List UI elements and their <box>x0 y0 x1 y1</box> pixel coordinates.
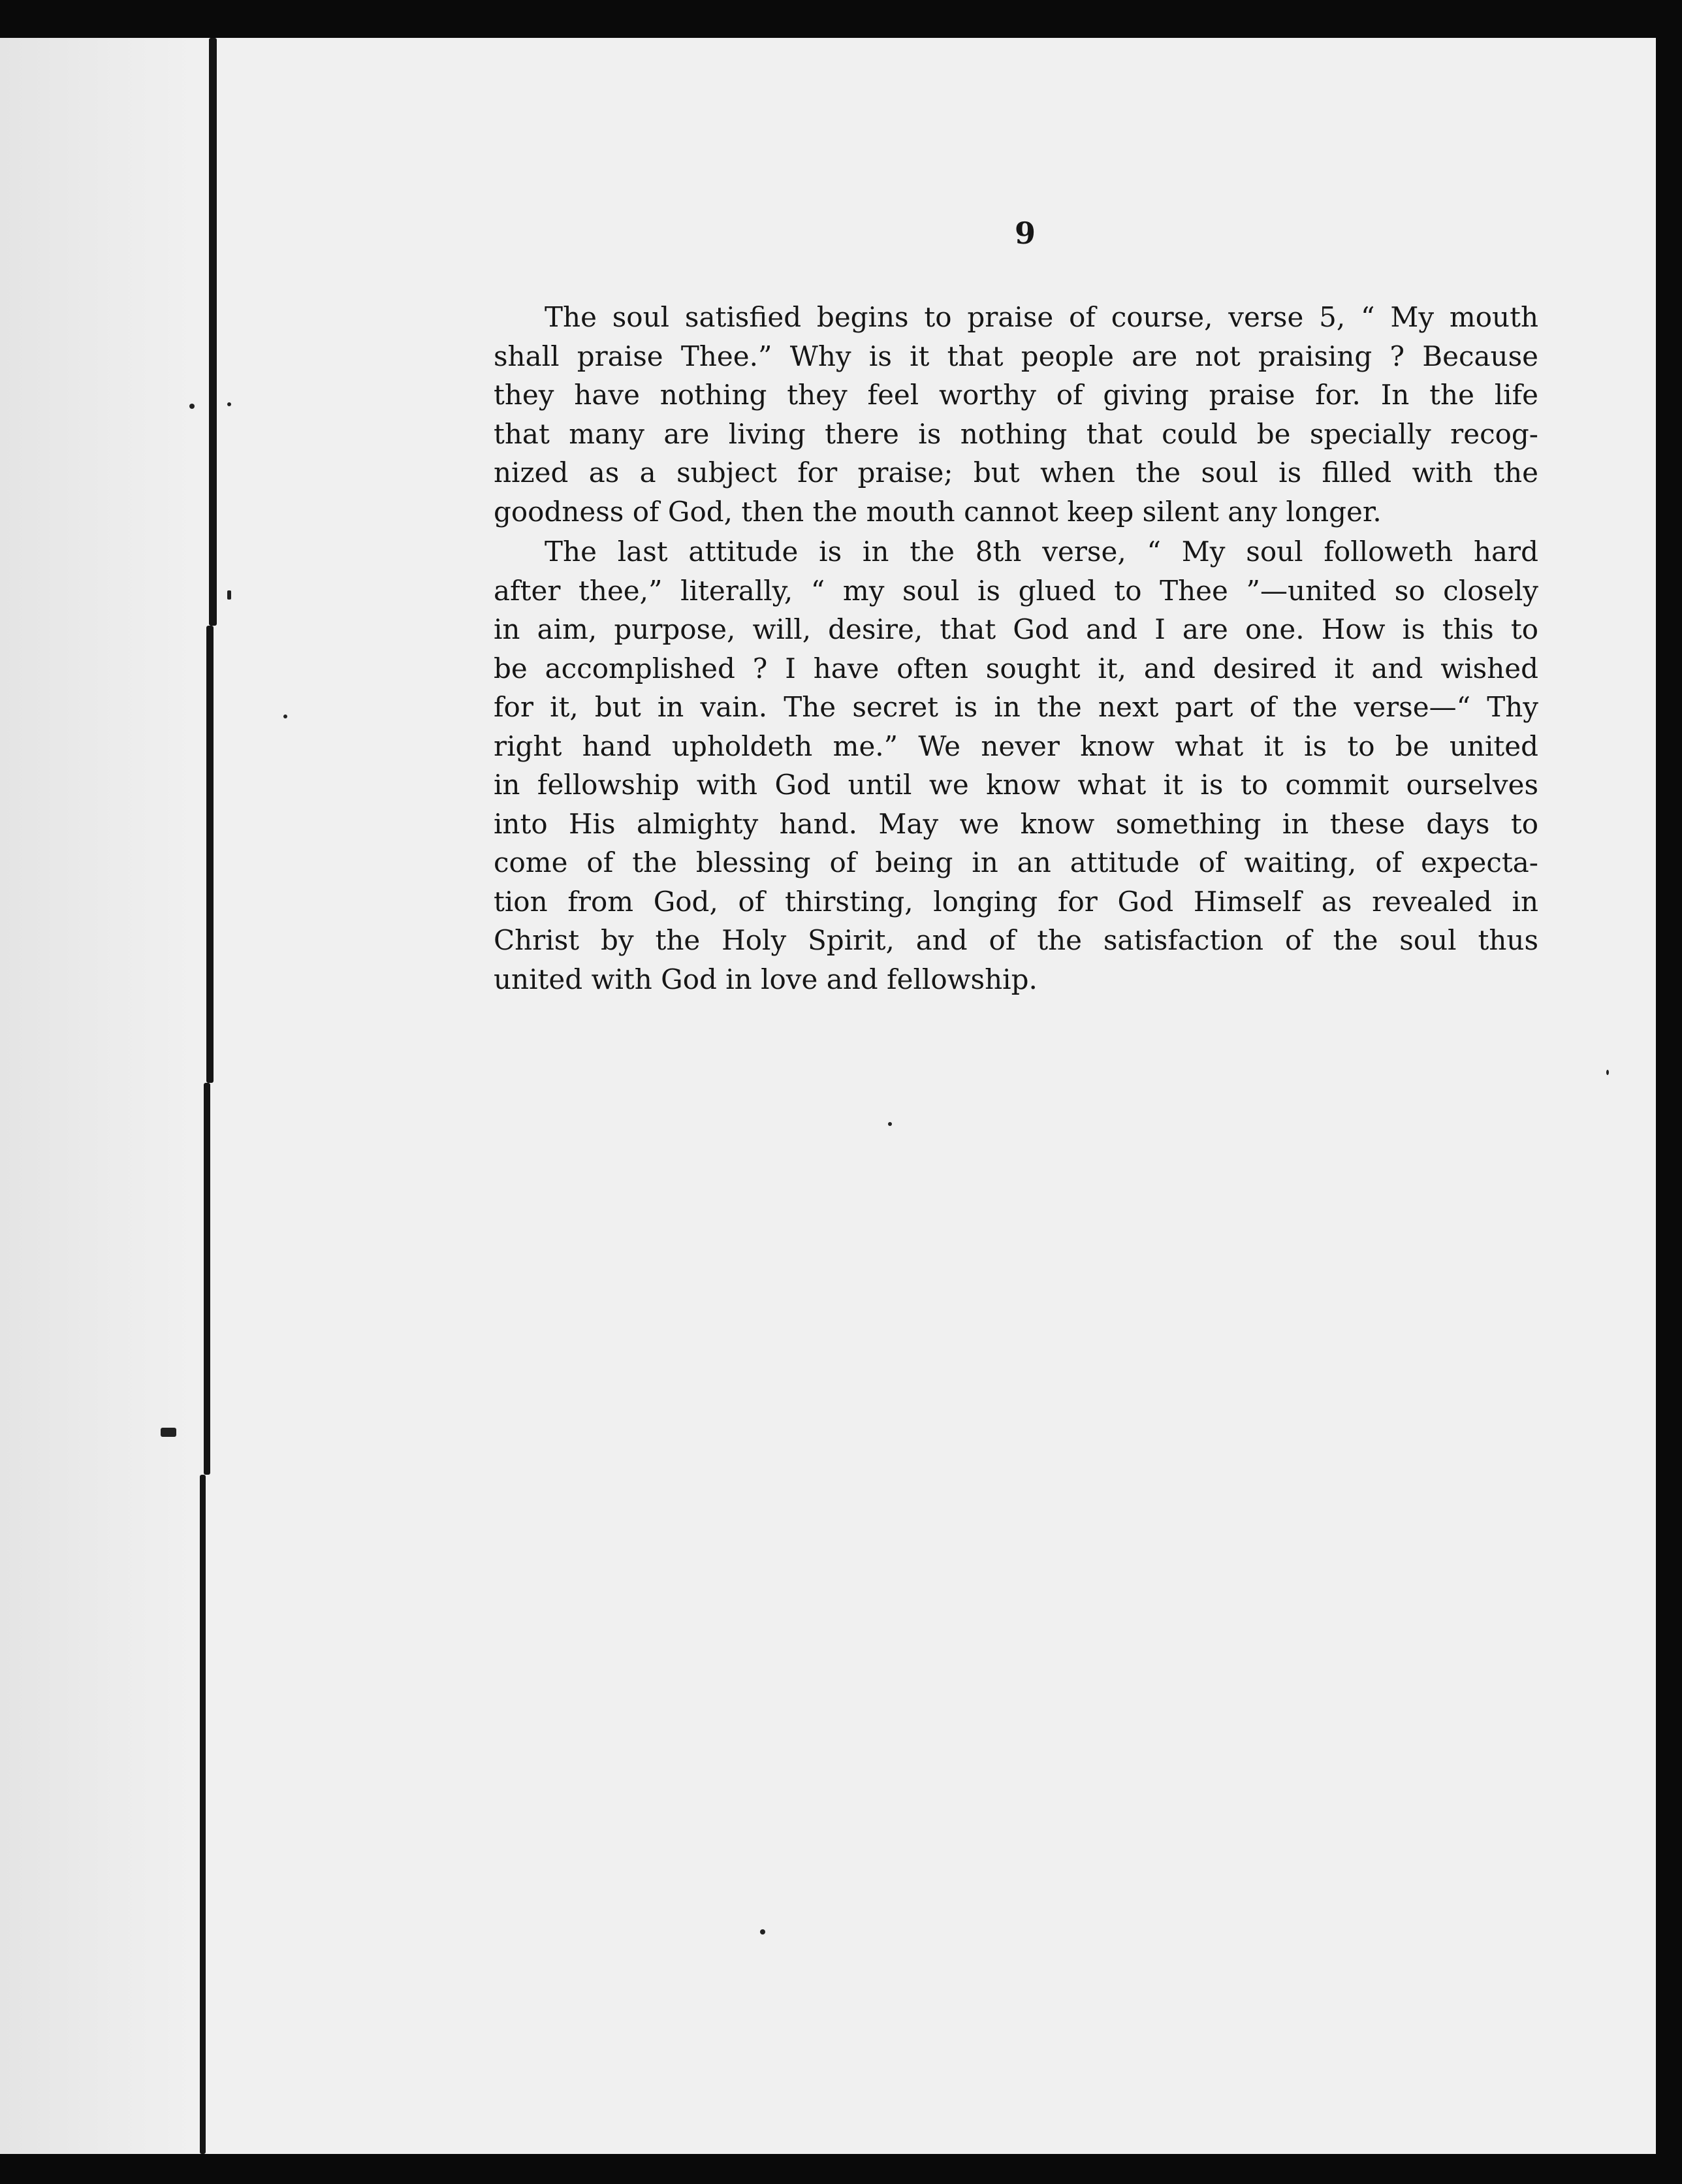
page-number: 9 <box>1014 216 1036 251</box>
text-line: goodness of God, then the mouth cannot keep silent any longer. <box>494 495 1382 528</box>
text-line: nized as a subject for praise; but when the soul is filled with the <box>494 457 1538 489</box>
scan-speck <box>283 715 287 718</box>
text-line: tion from God, of thirsting, longing for God Himself as revealed in <box>494 885 1538 918</box>
text-line: that many are living there is nothing that could be specially recog- <box>494 417 1538 450</box>
scan-border-right <box>1656 0 1682 2184</box>
scan-speck <box>227 590 231 600</box>
scan-speck <box>161 1428 176 1437</box>
text-line: in aim, purpose, will, desire, that God and I are one. How is this to <box>494 613 1538 645</box>
text-line: into His almighty hand. May we know something in these days to <box>494 807 1538 840</box>
text-line: right hand upholdeth me.” We never know what it is to be united <box>494 730 1538 762</box>
text-line: The last attitude is in the 8th verse, “ My soul followeth hard <box>545 536 1538 568</box>
paper-sheet <box>0 38 1656 2154</box>
scan-speck <box>189 404 195 409</box>
text-line: they have nothing they feel worthy of giving praise for. In the life <box>494 379 1538 411</box>
spine-line-segment <box>209 38 217 626</box>
text-line: for it, but in vain. The secret is in the next part of the verse—“ Thy <box>494 691 1538 723</box>
paragraph <box>494 532 1538 999</box>
spine-line-segment <box>200 1475 206 2154</box>
gutter-shadow <box>0 38 196 2154</box>
scan-speck <box>227 402 231 406</box>
text-line: Christ by the Holy Spirit, and of the satisfaction of the soul thus <box>494 924 1538 956</box>
scan-speck <box>760 1929 765 1935</box>
spine-line-segment <box>204 1083 210 1475</box>
text-line: come of the blessing of being in an attitude of waiting, of expecta- <box>494 846 1538 878</box>
scan-border-bottom <box>0 2154 1682 2184</box>
body-text <box>494 298 1538 999</box>
text-line: united with God in love and fellowship. <box>494 963 1038 995</box>
text-line: The soul satisfied begins to praise of course, verse 5, “ My mouth <box>545 301 1538 333</box>
spine-line-segment <box>206 626 214 1083</box>
scan-speck <box>1606 1070 1609 1075</box>
paragraph <box>494 298 1538 531</box>
text-line: in fellowship with God until we know what it is to commit ourselves <box>494 769 1538 801</box>
scan-speck <box>888 1122 892 1126</box>
text-line: after thee,” literally, “ my soul is glued to Thee ”—united so closely <box>494 574 1538 607</box>
text-line: shall praise Thee.” Why is it that people are not praising ? Because <box>494 340 1538 372</box>
text-line: be accomplished ? I have often sought it, and desired it and wished <box>494 652 1538 684</box>
